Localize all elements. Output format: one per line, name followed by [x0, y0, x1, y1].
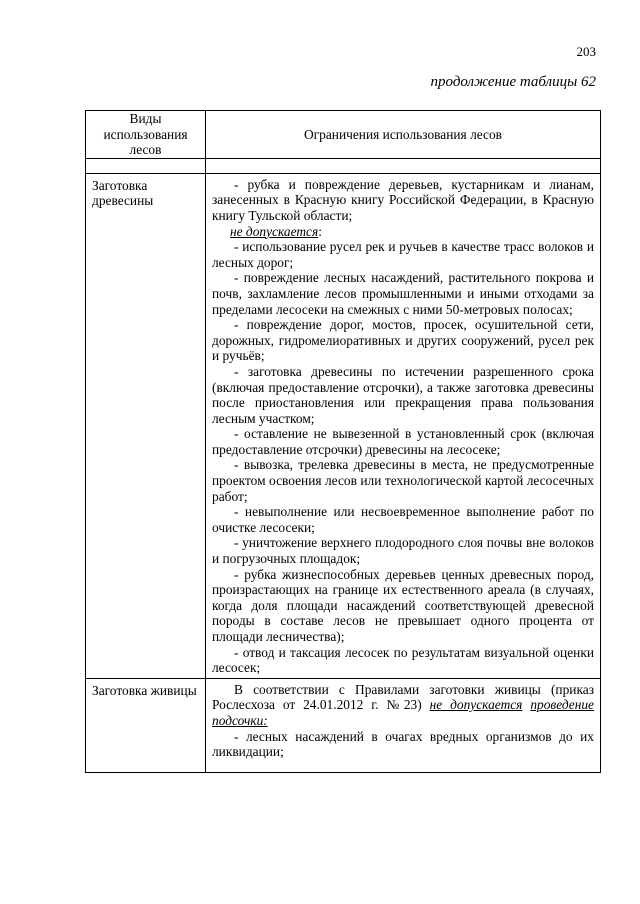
spacer-cell [206, 158, 601, 173]
forest-use-restrictions-table [85, 110, 601, 773]
header-use-type: Виды использования лесов [86, 111, 206, 159]
restriction-item: - уничтожение верхнего плодородного слоя почвы вне волоков и погрузочных площадок; [212, 535, 594, 567]
intro-text: В соответствии с Правилами заготовки живицы (приказ Рослесхоза от 24.01.2012 г. №23) [212, 681, 594, 713]
ban-suffix: : [318, 223, 322, 239]
restriction-item: - повреждение дорог, мостов, просек, осушительной сети, дорожных, гидромелиоративных и других сооружений, русел рек и ручьёв; [212, 317, 594, 364]
table-row [86, 678, 601, 772]
header-restrictions: Ограничения использования лесов [206, 111, 601, 159]
ban-label: не допускается [230, 223, 319, 239]
restriction-item: - отвод и таксация лесосек по результатам визуальной оценки лесосек; [212, 644, 594, 676]
restriction-item: - вывозка, трелевка древесины в места, не предусмотренные проектом освоения лесов или технологической картой лесосечных работ; [212, 457, 594, 504]
use-type-cell: Заготовка древесины [86, 173, 206, 678]
restriction-item: - рубка жизнеспособных деревьев ценных древесных пород, произрастающих на границе их естественного ареала (в случаях, когда доля площади насаждений соответствующей древесной породы в составе лесов не превышает одного процента от площади лесничества); [212, 566, 594, 644]
restriction-item: - рубка и повреждение деревьев, кустарникам и лианам, занесенных в Красную книгу Российской Федерации, в Красную книгу Тульской области; [212, 176, 594, 223]
spacer-cell [86, 158, 206, 173]
table-row [86, 173, 601, 678]
restrictions-cell [206, 173, 601, 678]
table-continuation-caption: продолжение таблицы 62 [430, 74, 596, 90]
restrictions-cell [206, 678, 601, 772]
restriction-item: - оставление не вывезенной в установленный срок (включая предоставление отсрочки) древесины на лесосеке; [212, 426, 594, 457]
use-type-cell: Заготовка живицы [86, 678, 206, 772]
restriction-intro [212, 682, 594, 729]
ban-label: не допускается [429, 697, 523, 713]
ban-object: проведение подсочки: [212, 697, 594, 728]
ban-line [212, 224, 594, 240]
restriction-item: - использование русел рек и ручьев в качестве трасс волоков и лесных дорог; [212, 239, 594, 270]
table-spacer-row [86, 158, 601, 173]
table-header-row [86, 111, 601, 159]
restriction-item: - невыполнение или несвоевременное выполнение работ по очистке лесосеки; [212, 504, 594, 535]
page-number: 203 [576, 44, 596, 59]
restriction-item: - повреждение лесных насаждений, растительного покрова и почв, захламление лесов промышленными и иными отходами за пределами лесосеки на смежных с ними 50-метровых полосах; [212, 270, 594, 317]
restriction-item: - заготовка древесины по истечении разрешенного срока (включая предоставление отсрочки), а также заготовка древесины после приостановления или прекращения права пользования лесным участком; [212, 363, 594, 426]
restriction-item: - лесных насаждений в очагах вредных организмов до их ликвидации; [212, 728, 594, 760]
